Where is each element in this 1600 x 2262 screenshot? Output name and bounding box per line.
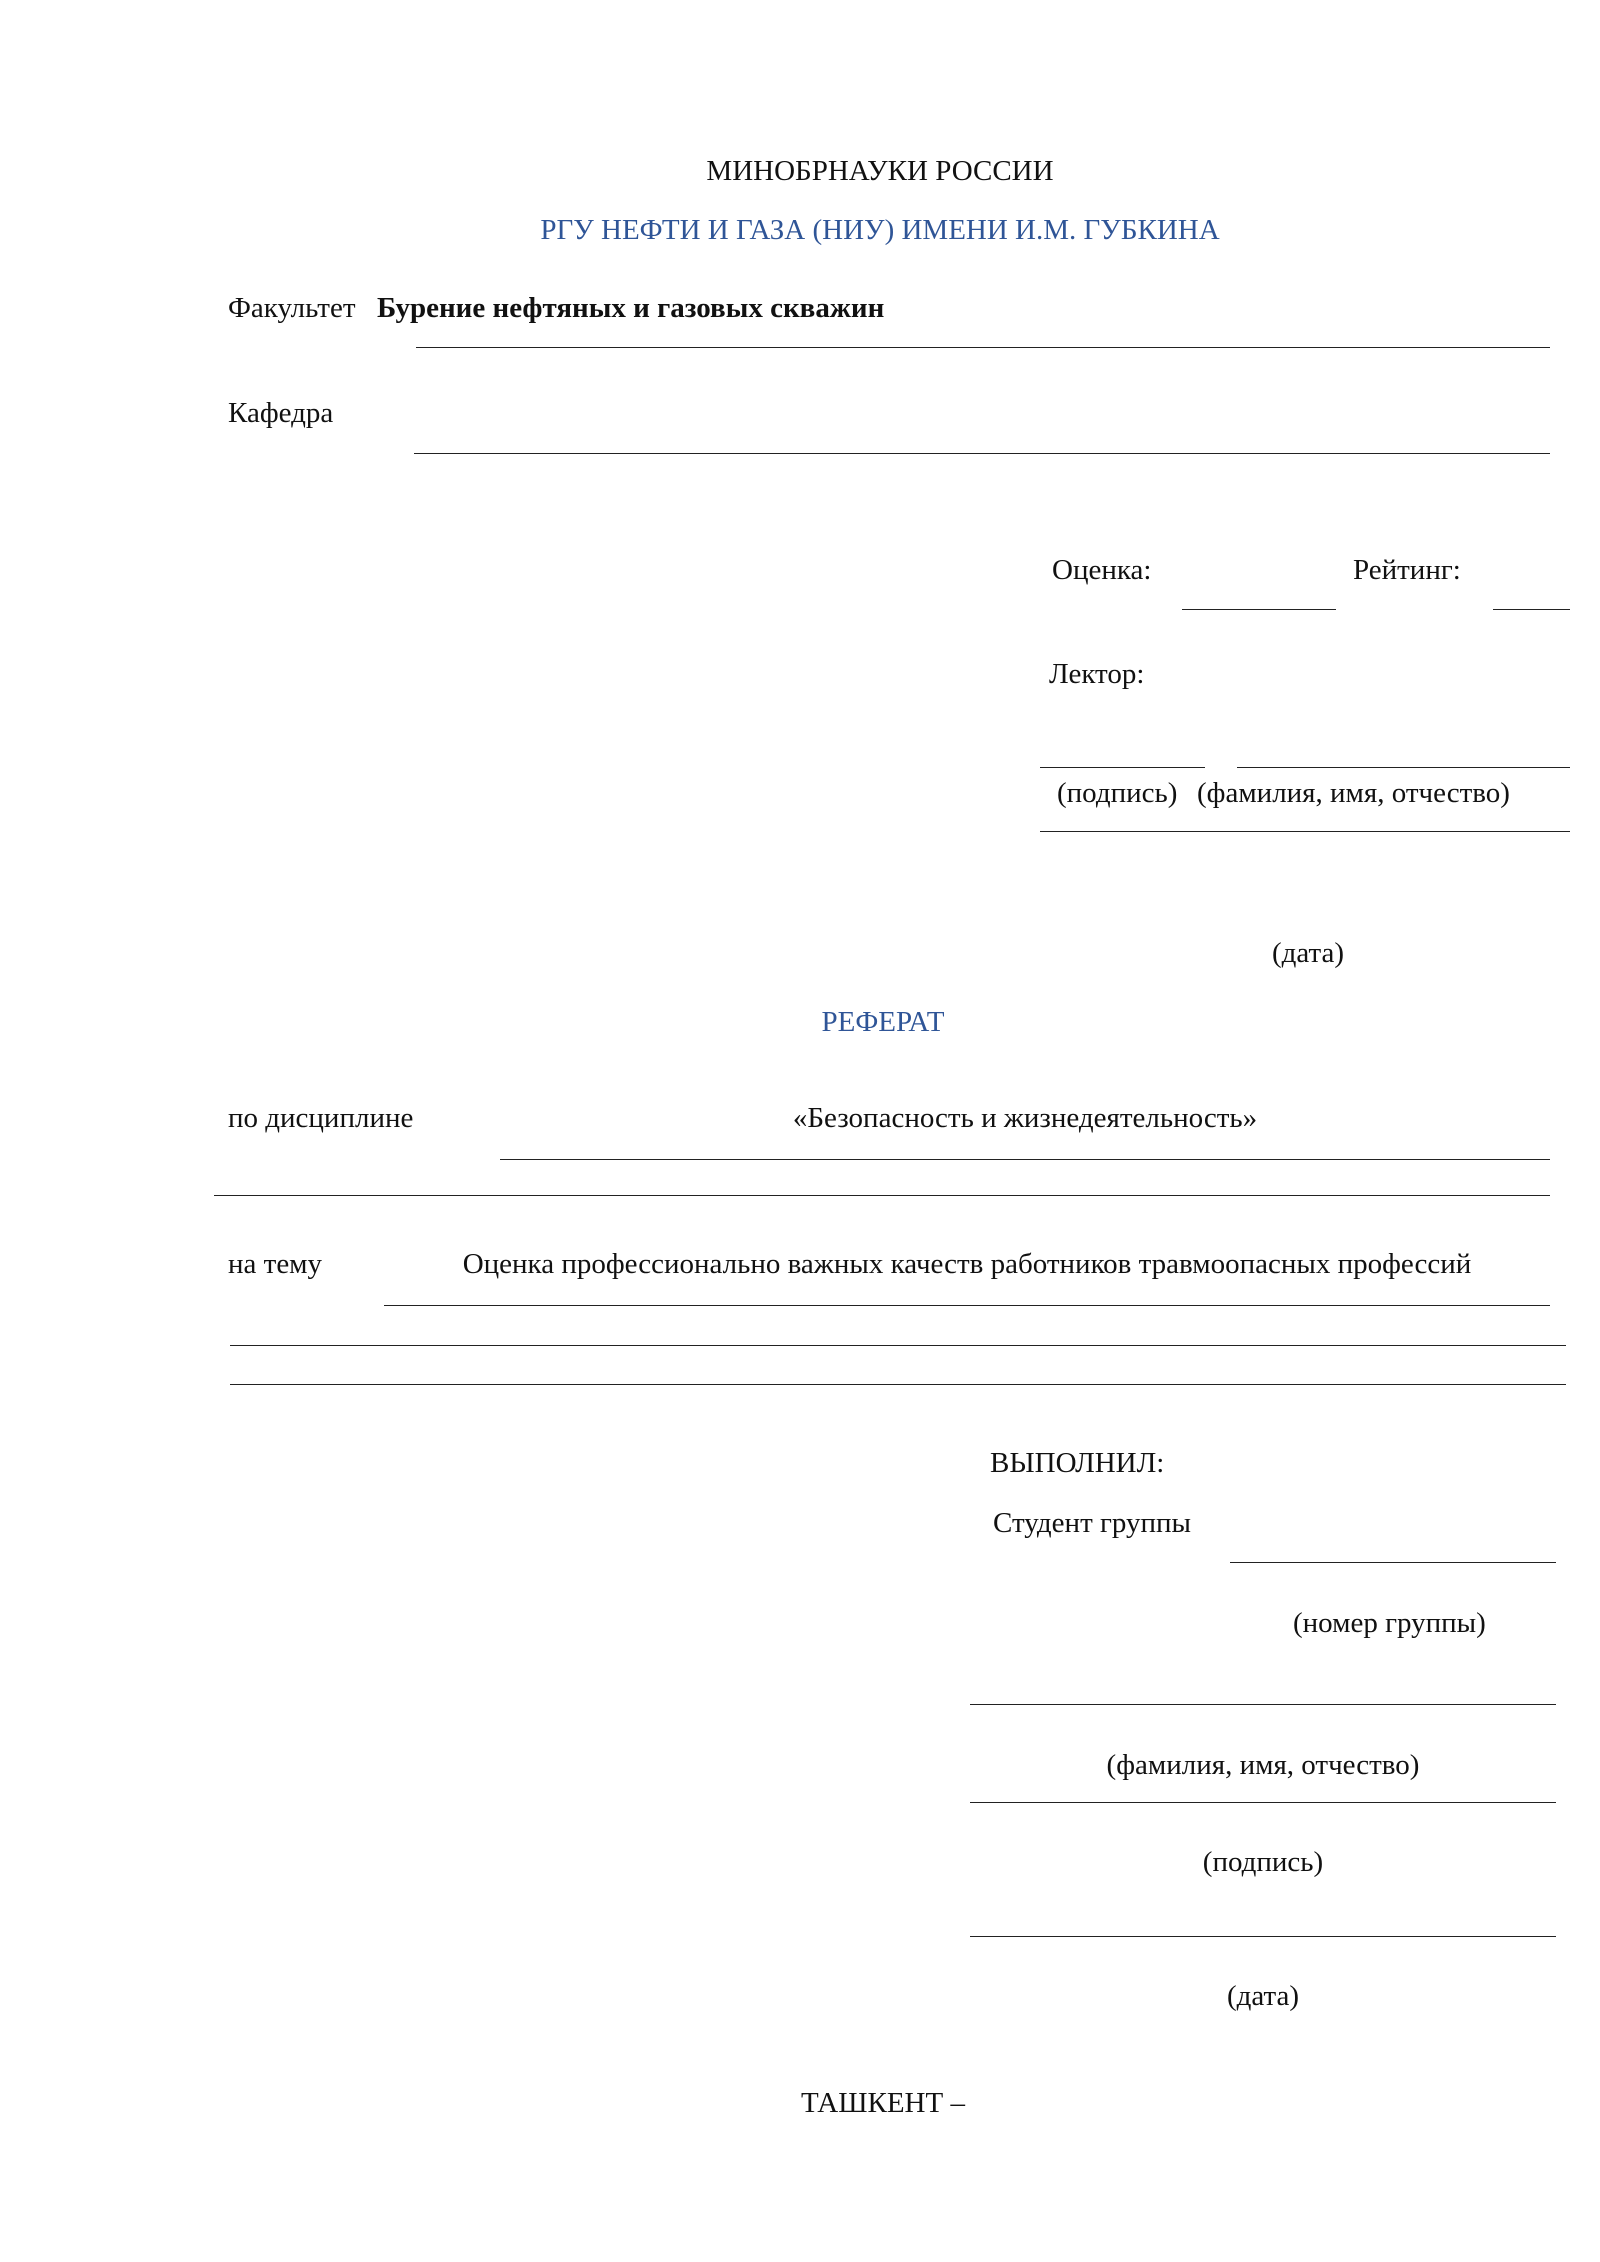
done-label: ВЫПОЛНИЛ: <box>990 1447 1165 1479</box>
discipline-extra-line <box>214 1195 1550 1196</box>
author-date-caption: (дата) <box>1226 1980 1300 2012</box>
discipline-label: по дисциплине <box>228 1102 414 1134</box>
discipline-value: «Безопасность и жизнедеятельность» <box>792 1102 1258 1134</box>
department-underline <box>414 453 1550 454</box>
grade-label: Оценка: <box>1052 554 1152 586</box>
topic-value: Оценка профессионально важных качеств работников травмоопасных профессий <box>462 1248 1472 1280</box>
lecturer-date-caption: (дата) <box>1272 937 1345 969</box>
topic-extra-line-2 <box>230 1384 1566 1385</box>
lecturer-signature-caption: (подпись) <box>1057 777 1178 809</box>
lecturer-label: Лектор: <box>1049 658 1145 690</box>
topic-extra-line-1 <box>230 1345 1566 1346</box>
group-number-caption: (номер группы) <box>1293 1607 1486 1639</box>
topic-underline <box>384 1305 1550 1306</box>
ministry-title: МИНОБРНАУКИ РОССИИ <box>706 155 1054 187</box>
rating-label: Рейтинг: <box>1353 554 1461 586</box>
author-date-underline <box>970 1936 1556 1937</box>
student-group-label: Студент группы <box>993 1507 1192 1539</box>
rating-underline <box>1493 609 1570 610</box>
department-label: Кафедра <box>228 397 334 429</box>
university-title: РГУ НЕФТИ И ГАЗА (НИУ) ИМЕНИ И.М. ГУБКИНА <box>540 214 1220 246</box>
grade-underline <box>1182 609 1336 610</box>
author-name-underline <box>970 1704 1556 1705</box>
faculty-label: Факультет <box>228 292 356 324</box>
topic-label: на тему <box>228 1248 323 1280</box>
author-signature-caption: (подпись) <box>1202 1846 1324 1878</box>
lecturer-signature-underline <box>1040 767 1205 768</box>
author-signature-underline <box>970 1802 1556 1803</box>
lecturer-date-underline <box>1040 831 1570 832</box>
document-type-title: РЕФЕРАТ <box>821 1006 945 1038</box>
city-footer: ТАШКЕНТ – <box>801 2087 965 2119</box>
discipline-underline <box>500 1159 1550 1160</box>
faculty-value: Бурение нефтяных и газовых скважин <box>377 292 885 324</box>
lecturer-name-caption: (фамилия, имя, отчество) <box>1197 777 1510 809</box>
lecturer-name-underline <box>1237 767 1570 768</box>
group-number-underline <box>1230 1562 1556 1563</box>
author-name-caption: (фамилия, имя, отчество) <box>1106 1749 1420 1781</box>
faculty-underline <box>416 347 1550 348</box>
